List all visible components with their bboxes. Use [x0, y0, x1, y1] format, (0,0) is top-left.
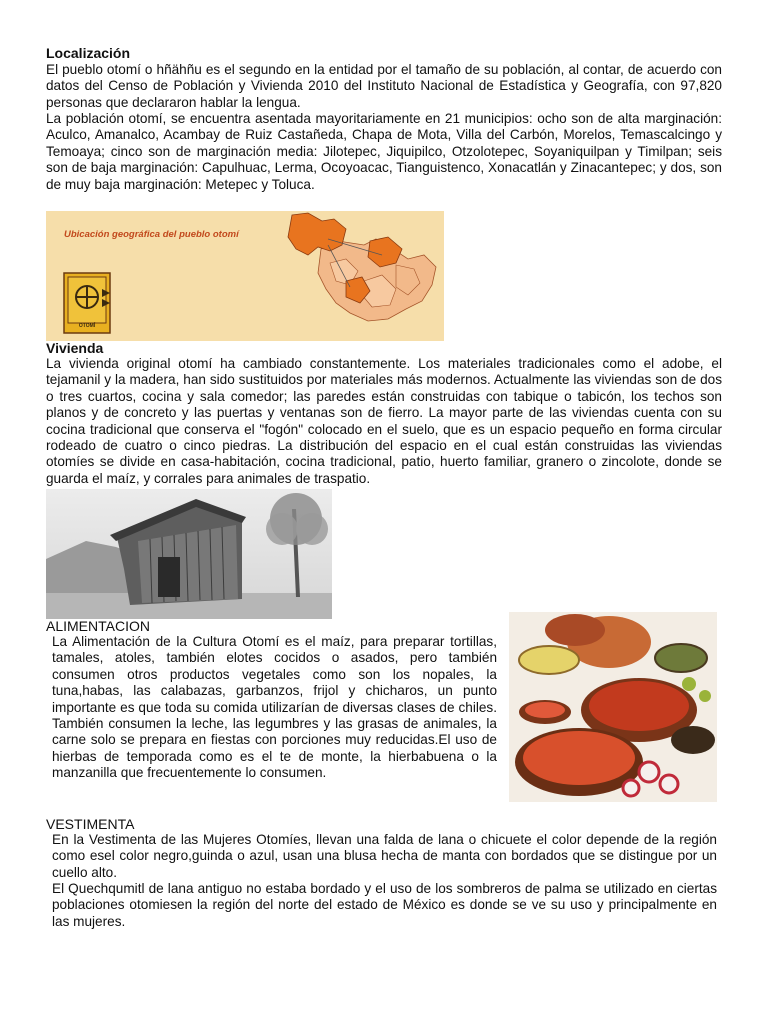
alimentacion-paragraph: La Alimentación de la Cultura Otomí es el maíz, para preparar tortillas, tamales, atoles, también elotes cocidos o asados, pero también consumen otros productos vegetales como son los nopales, la tuna,habas, las calabazas, garbanzos, frijol y chicharos, un punto importante es que toda su comida utilizarían de diversas clases de chiles. También consumen la leche, las legumbres y las grasas de animales, la carne solo se prepara en fiestas con porciones muy reducidas.El uso de hierbas de temporada como es el te de monte, la hierbabuena o la manzanilla que frecuentemente lo consumen.: [52, 634, 497, 781]
localizacion-paragraph-2: La población otomí, se encuentra asentada mayoritariamente en 21 municipios: ocho son de alta marginación: Aculco, Amanalco, Acambay de Ruiz Castañeda, Chapa de Mota, Villa del Carbón, Morelos, Temascalcingo y Temoaya; cinco son de marginación media: Jilotepec, Jiquipilco, Otzolotepec, Soyaniquilpan y Timilpan; seis son de baja marginación: Capulhuac, Lerma, Ocoyoacac, Tianguistenco, Xonacatlán y Zinacantepec; y dos, son de muy baja marginación: Metepec y Toluca.: [46, 111, 722, 192]
food-illustration: [509, 612, 717, 802]
heading-vivienda: Vivienda: [46, 340, 104, 356]
heading-alimentacion: ALIMENTACION: [46, 618, 150, 634]
localizacion-paragraph-1: El pueblo otomí o hñähñu es el segundo en la entidad por el tamaño de su población, al contar, de acuerdo con datos del Censo de Población y Vivienda 2010 del Instituto Nacional de Estadística y Geografía, con 97,820 personas que declararon hablar la lengua.: [46, 62, 722, 110]
house-photo: [46, 489, 332, 619]
heading-localizacion: Localización: [46, 45, 131, 61]
heading-vestimenta: VESTIMENTA: [46, 816, 135, 832]
vestimenta-paragraph-1: En la Vestimenta de las Mujeres Otomíes, llevan una falda de lana o chicuete el color depende de la región como esel color negro,guinda o azul, usan una blusa hecha de manta con bordados que se distingue por un cuello alto.: [52, 832, 717, 880]
food-photo: [509, 612, 717, 802]
vestimenta-paragraph-2: El Quechqumitl de lana antiguo no estaba bordado y el uso de los sombreros de palma se utilizado en ciertas poblaciones otomiesen la región del norte del estado de México es donde se ve su uso y principalmente en las mujeres.: [52, 881, 717, 929]
map-image: [46, 211, 444, 341]
vivienda-paragraph: La vivienda original otomí ha cambiado constantemente. Los materiales tradicionales como el adobe, el tejamanil y la madera, han sido sustituidos por materiales más modernos. Actualmente las viviendas son de dos o tres cuartos, cocina y sala comedor; las paredes están construidas con tabique o tabicón, los techos son planos y de concreto y las puertas y ventanas son de fierro. La mayor parte de las viviendas cuenta con su cocina tradicional que conserva el "fogón" colocado en el suelo, que es un espacio pequeño en forma circular rodeado de cuatro o cinco piedras. La distribución del espacio en el cual están construidas las viviendas otomíes se divide en casa-habitación, cocina tradicional, patio, huerto familiar, granero o zincolote, donde se guarda el maíz, y corrales para animales de traspatio.: [46, 356, 722, 486]
adobe-house-illustration: [46, 489, 332, 619]
otomi-logo-label: OTOMÍ: [78, 323, 96, 329]
map-title: Ubicación geográfica del pueblo otomí: [64, 229, 239, 240]
